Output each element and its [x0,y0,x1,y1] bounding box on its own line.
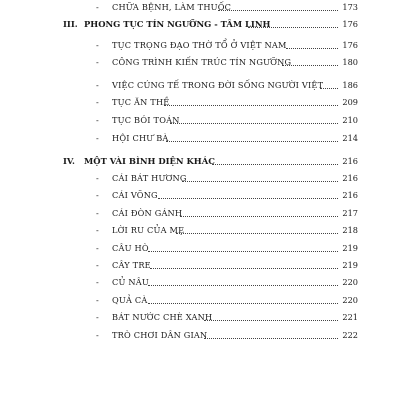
toc-entry [0,113,400,127]
entry-page-number: 217 [342,208,358,218]
dot-leader [212,164,338,165]
dot-leader [204,338,338,339]
toc-entry [0,328,400,342]
section-number: III. [63,19,78,29]
dot-leader [182,181,338,182]
toc-entry [0,275,400,289]
entry-page-number: 176 [342,40,358,50]
entry-page-number: 216 [342,156,358,166]
entry-title: TỤC BÓI TOÁN [112,115,180,125]
dot-leader [158,198,338,199]
dot-leader [218,10,338,11]
entry-dash: - [96,243,99,253]
toc-entry [0,258,400,272]
entry-page-number: 209 [342,97,358,107]
entry-dash: - [96,295,99,305]
dot-leader [148,285,338,286]
entry-title: CÁI ĐÒN GÁNH [112,208,183,218]
toc-section [0,154,400,168]
toc-entry [0,78,400,92]
entry-page-number: 221 [342,312,358,322]
entry-dash: - [96,40,99,50]
entry-dash: - [96,133,99,143]
toc-entry [0,171,400,185]
entry-page-number: 222 [342,330,358,340]
entry-dash: - [96,208,99,218]
toc-entry [0,188,400,202]
entry-title: CÁI BÁT HƯƠNG [112,173,187,183]
entry-page-number: 218 [342,225,358,235]
dot-leader [286,48,338,49]
dot-leader [166,141,338,142]
entry-title: TỤC ĂN THỀ [112,97,170,107]
entry-title: VIỆC CÚNG TẾ TRONG ĐỜI SỐNG NGƯỜI VIỆT [112,80,324,90]
entry-title: HỘI CHƯ BÀ [112,133,169,143]
entry-page-number: 216 [342,173,358,183]
entry-page-number: 210 [342,115,358,125]
toc-entry [0,131,400,145]
toc-entry [0,241,400,255]
entry-title: BÁT NƯỚC CHÈ XANH [112,312,213,322]
entry-page-number: 219 [342,260,358,270]
entry-title: CÂY TRE [112,260,151,270]
toc-entry [0,55,400,69]
dot-leader [150,268,338,269]
entry-title: CÁI VÕNG [112,190,158,200]
entry-page-number: 176 [342,19,358,29]
dot-leader [148,251,338,252]
entry-page-number: 180 [342,57,358,67]
entry-title: CÔNG TRÌNH KIẾN TRÚC TÍN NGƯỠNG [112,57,292,67]
toc-entry [0,310,400,324]
entry-dash: - [96,115,99,125]
entry-dash: - [96,57,99,67]
entry-title: CỦ NÂU [112,277,149,287]
entry-dash: - [96,312,99,322]
entry-title: QUẢ CÀ [112,295,148,305]
entry-dash: - [96,80,99,90]
dot-leader [282,65,338,66]
entry-page-number: 216 [342,190,358,200]
section-title: MỘT VÀI BÌNH DIỆN KHÁC [84,156,215,166]
section-title: PHONG TỤC TÍN NGƯỠNG - TÂM LINH [84,19,271,29]
dot-leader [164,105,338,106]
entry-dash: - [96,190,99,200]
toc-entry [0,95,400,109]
toc-section [0,17,400,31]
entry-title: TỤC TRỌNG ĐẠO THỜ TỔ Ở VIỆT NAM [112,40,287,50]
toc-entry [0,293,400,307]
dot-leader [180,216,338,217]
entry-title: LỜI RU CỦA MẸ [112,225,185,235]
entry-page-number: 219 [342,243,358,253]
toc-entry [0,223,400,237]
dot-leader [170,123,338,124]
entry-page-number: 173 [342,2,358,12]
entry-dash: - [96,260,99,270]
toc-entry [0,206,400,220]
entry-dash: - [96,225,99,235]
toc-entry [0,0,400,14]
dot-leader [320,88,338,89]
entry-dash: - [96,97,99,107]
entry-page-number: 214 [342,133,358,143]
toc-entry [0,38,400,52]
dot-leader [148,303,338,304]
entry-dash: - [96,277,99,287]
entry-title: TRÒ CHƠI DÂN GIAN [112,330,208,340]
dot-leader [248,27,338,28]
dot-leader [176,233,338,234]
entry-page-number: 220 [342,277,358,287]
entry-dash: - [96,173,99,183]
dot-leader [204,320,338,321]
entry-title: CHỮA BỆNH, LÀM THUỐC [112,2,232,12]
entry-dash: - [96,2,99,12]
entry-dash: - [96,330,99,340]
entry-page-number: 220 [342,295,358,305]
entry-title: CÂU HÒ [112,243,149,253]
entry-page-number: 186 [342,80,358,90]
section-number: IV. [63,156,75,166]
